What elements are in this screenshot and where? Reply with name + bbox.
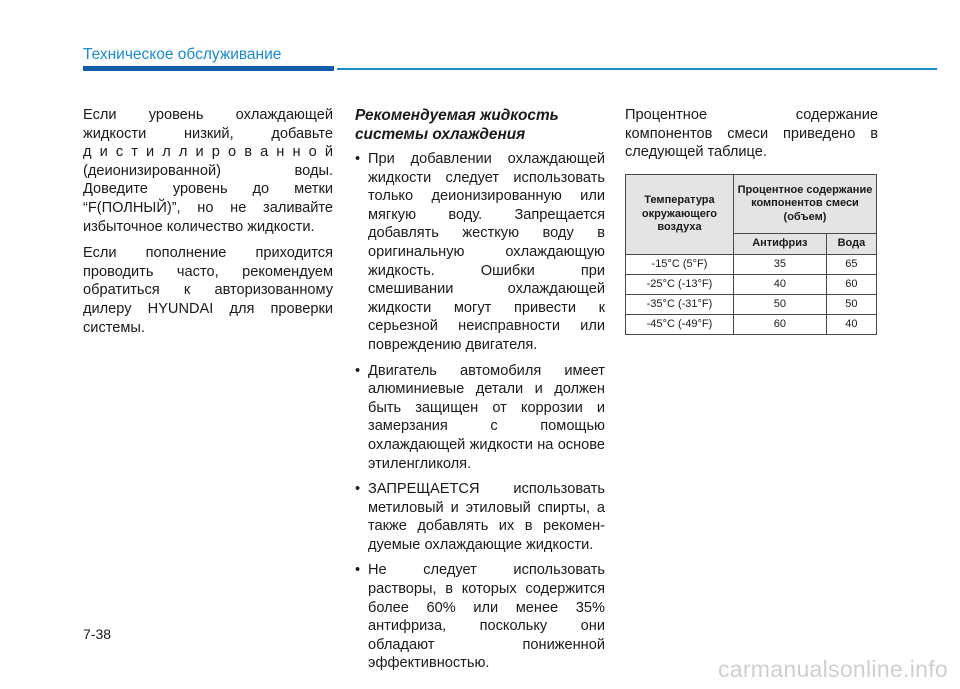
cell-antifreeze: 50 — [733, 295, 826, 315]
cell-antifreeze: 60 — [733, 315, 826, 335]
column-middle — [355, 106, 605, 680]
mix-intro-paragraph: Процентное содержание компонентов смеси приведено в следующей таблице. — [625, 107, 878, 161]
cell-antifreeze: 40 — [733, 275, 826, 295]
bullet-item: • Не следует использовать растворы, в которых содержится более 60% или менее 35% антифриза, поскольку они обладают пониженной эффективностью. — [355, 561, 605, 673]
watermark: carmanualsonline.info — [717, 656, 948, 682]
column-left — [83, 106, 333, 345]
cell-water: 60 — [826, 275, 876, 295]
recommended-coolant-heading: Рекомендуемая жидкость системы охлаждения — [355, 107, 559, 143]
header-water: Вода — [826, 234, 876, 255]
cell-temperature: -25°C (-13°F) — [626, 275, 734, 295]
header-rule-light — [337, 68, 937, 70]
header-rule-dark — [83, 66, 334, 71]
text-line: “F(ПОЛНЫЙ)”, но не заливайте — [83, 199, 333, 216]
column-right — [625, 106, 878, 170]
cell-water: 50 — [826, 295, 876, 315]
text-line: жидкости низкий, добавьте — [83, 125, 333, 142]
paragraph-frequent-refill: Если пополнение приходится проводить часто, рекомендуем обратиться к авторизованному дилеру HYUNDAI для проверки системы. — [83, 245, 333, 336]
text-line: д и с т и л л и р о в а н н о й — [83, 144, 333, 161]
cell-temperature: -35°C (-31°F) — [626, 295, 734, 315]
text-line: (деионизированной) воды. — [83, 162, 333, 179]
coolant-mix-table — [625, 174, 877, 335]
cell-water: 40 — [826, 315, 876, 335]
page-number: 7-38 — [83, 626, 112, 642]
coolant-bullet-list — [355, 150, 605, 673]
bullet-item: • Двигатель автомобиля имеет алюминиевые детали и должен быть защищен от коррозии и замерзания с помощью охлаждающей жидкости на основе этиленгликоля. — [355, 362, 605, 474]
text-line: избыточное количество жидкости. — [83, 218, 315, 235]
header-antifreeze: Антифриз — [733, 234, 826, 255]
section-title: Техническое обслуживание — [83, 46, 282, 63]
table-header-row — [626, 175, 877, 234]
cell-temperature: -45°C (-49°F) — [626, 315, 734, 335]
cell-temperature: -15°C (5°F) — [626, 255, 734, 275]
table-row — [626, 295, 877, 315]
header-ambient-temperature: Температура окружающего воздуха — [626, 175, 734, 255]
cell-antifreeze: 35 — [733, 255, 826, 275]
text-line: Если уровень охлаждающей — [83, 107, 333, 123]
paragraph-low-coolant — [83, 106, 333, 236]
bullet-item: • ЗАПРЕЩАЕТСЯ использовать метиловый и этиловый спирты, а также добавлять их в рекомен-дуемые охлаждающие жидкости. — [355, 480, 605, 554]
table-row — [626, 275, 877, 295]
table-row — [626, 315, 877, 335]
bullet-item: • При добавлении охлаждающей жидкости следует использовать только деионизированную или мягкую воду. Запрещается добавлять жесткую воду в оригинальную охлаждающую жидкость. Ошибки при смешивании охлаждающей жидкости могут привести к серьезной неисправности или повреждению двигателя. — [355, 150, 605, 355]
text-line: Доведите уровень до метки — [83, 181, 333, 198]
cell-water: 65 — [826, 255, 876, 275]
header-mix-percentage: Процентное содержание компонентов смеси (объем) — [733, 175, 876, 234]
table-row — [626, 255, 877, 275]
